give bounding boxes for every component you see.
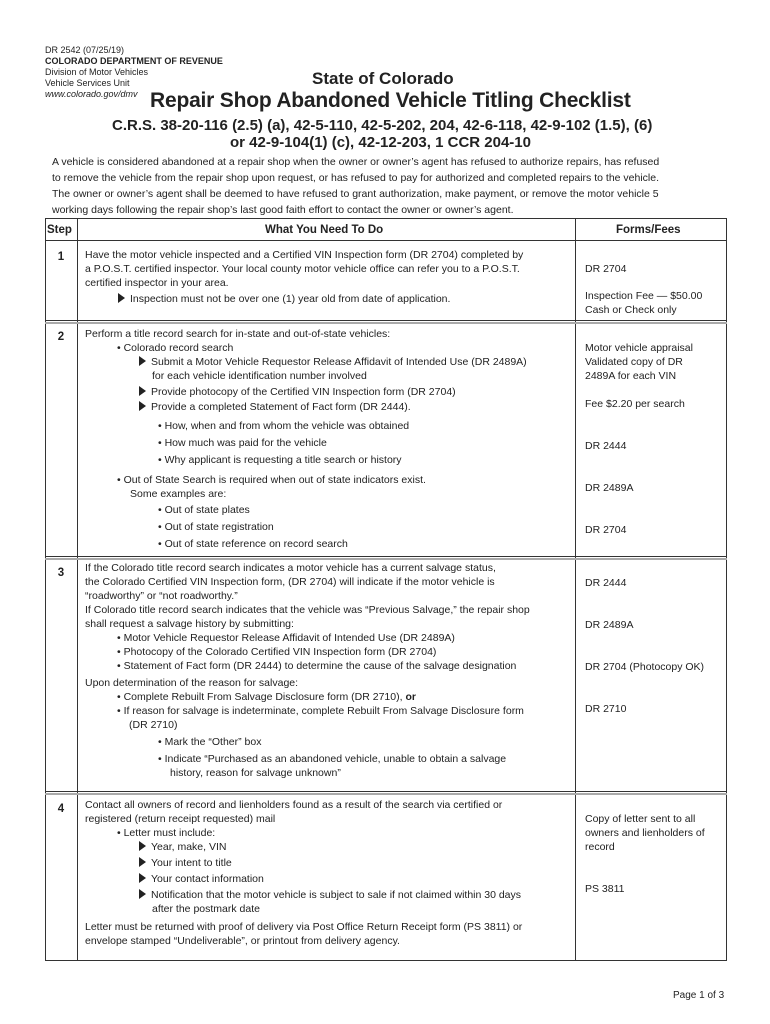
step2-text: • How much was paid for the vehicle (158, 437, 327, 449)
step3-text: If Colorado title record search indicates that the vehicle was “Previous Salvage,” the repair shop (85, 604, 530, 616)
step3-text: • Complete Rebuilt From Salvage Disclosure form (DR 2710), (117, 691, 406, 703)
step4-arrow-item (139, 856, 232, 871)
step2-form: Validated copy of DR (585, 356, 683, 368)
step3-text: • Mark the “Other” box (158, 736, 262, 748)
step3-option (117, 690, 416, 705)
state-heading: State of Colorado (312, 69, 454, 88)
step2-text: Perform a title record search for in-state and out-of-state vehicles: (85, 328, 391, 340)
row-divider (45, 793, 727, 795)
step2-form: DR 2704 (585, 524, 627, 536)
step2-form: Motor vehicle appraisal (585, 342, 693, 354)
step3-form: DR 2489A (585, 619, 634, 631)
step2-text: • How, when and from whom the vehicle was obtained (158, 420, 410, 432)
arrow-bullet-icon (139, 356, 146, 366)
step1-text: Inspection must not be over one (1) year old from date of application. (130, 293, 451, 305)
step-number-4: 4 (57, 803, 65, 815)
step4-form: record (585, 841, 615, 853)
step3-text: • Statement of Fact form (DR 2444) to determine the cause of the salvage designation (117, 660, 517, 672)
step1-text: certified inspector in your area. (85, 277, 229, 289)
row-divider (45, 556, 727, 557)
step3-text: (DR 2710) (129, 719, 178, 731)
unit-name: Vehicle Services Unit (45, 78, 130, 88)
website-link[interactable]: www.colorado.gov/dmv (45, 89, 138, 99)
step4-form: PS 3811 (585, 883, 625, 895)
step2-text: Some examples are: (130, 488, 227, 500)
step3-text: • Indicate “Purchased as an abandoned vehicle, unable to obtain a salvage (158, 753, 507, 765)
arrow-bullet-icon (139, 857, 146, 867)
division-name: Division of Motor Vehicles (45, 67, 149, 77)
step3-text: shall request a salvage history by submitting: (85, 618, 294, 630)
step3-text: history, reason for salvage unknown” (170, 767, 341, 779)
step4-arrow-item (139, 888, 521, 903)
column-divider (575, 218, 576, 961)
step2-text: • Out of state plates (158, 504, 250, 516)
step2-arrow-item (139, 385, 456, 400)
step4-text: Your contact information (151, 873, 264, 885)
step4-text: after the postmark date (152, 903, 260, 915)
step4-form: owners and lienholders of (585, 827, 705, 839)
intro-line: The owner or owner’s agent shall be deemed to have refused to grant authorization, make payment, or remove the motor vehicle 5 (52, 188, 659, 200)
step2-text: Provide a completed Statement of Fact form (DR 2444). (151, 401, 411, 413)
form-id: DR 2542 (07/25/19) (45, 45, 125, 55)
step2-text: • Out of State Search is required when out of state indicators exist. (117, 474, 426, 486)
step4-text: • Letter must include: (117, 827, 216, 839)
step4-text: Letter must be returned with proof of delivery via Post Office Return Receipt form (PS 3811) or (85, 921, 523, 933)
step2-text: • Out of state reference on record search (158, 538, 348, 550)
step4-text: Notification that the motor vehicle is subject to sale if not claimed within 30 days (151, 889, 522, 901)
step3-text: • Photocopy of the Colorado Certified VIN Inspection form (DR 2704) (117, 646, 437, 658)
intro-line: working days following the repair shop’s last good faith effort to contact the owner or owner’s agent. (52, 204, 514, 216)
step3-form: DR 2710 (585, 703, 627, 715)
step3-text: “roadworthy” or “not roadworthy.” (85, 590, 238, 602)
page-title: Repair Shop Abandoned Vehicle Titling Checklist (150, 89, 631, 112)
step2-text: • Why applicant is requesting a title search or history (158, 454, 402, 466)
arrow-bullet-icon (118, 293, 125, 303)
step3-text: • Motor Vehicle Requestor Release Affidavit of Intended Use (DR 2489A) (117, 632, 455, 644)
step4-text: registered (return receipt requested) mail (85, 813, 276, 825)
step4-text: Your intent to title (151, 857, 232, 869)
statute-line-2: or 42-9-104(1) (c), 42-12-203, 1 CCR 204-10 (230, 134, 531, 151)
step2-text: • Out of state registration (158, 521, 274, 533)
intro-line: A vehicle is considered abandoned at a repair shop when the owner or owner’s agent has refused to authorize repairs, has refused (52, 156, 660, 168)
step-number-1: 1 (57, 251, 65, 263)
arrow-bullet-icon (139, 841, 146, 851)
step2-fee: Fee $2.20 per search (585, 398, 685, 410)
step2-arrow-item (139, 400, 411, 415)
step-number-2: 2 (57, 331, 65, 343)
step4-text: Year, make, VIN (151, 841, 227, 853)
step2-form: DR 2489A (585, 482, 634, 494)
intro-line: to remove the vehicle from the repair shop upon request, or has refused to pay for authorized and completed repairs to the vehicle. (52, 172, 660, 184)
step1-fee-note: Cash or Check only (585, 304, 677, 316)
page-number: Page 1 of 3 (673, 990, 725, 1001)
row-divider (45, 320, 727, 321)
intro-paragraph (52, 154, 722, 218)
arrow-bullet-icon (139, 873, 146, 883)
column-divider (77, 218, 78, 961)
step-number-3: 3 (57, 567, 65, 579)
row-divider (45, 558, 727, 560)
row-divider (45, 322, 727, 324)
department-name: COLORADO DEPARTMENT OF REVENUE (45, 56, 223, 66)
arrow-bullet-icon (139, 386, 146, 396)
step4-arrow-item (139, 840, 226, 855)
step2-text: for each vehicle identification number involved (152, 370, 367, 382)
step3-form: DR 2444 (585, 577, 627, 589)
step2-form: DR 2444 (585, 440, 627, 452)
step3-form: DR 2704 (Photocopy OK) (585, 661, 705, 673)
row-divider (45, 791, 727, 792)
step1-fee: Inspection Fee — $50.00 (585, 290, 703, 302)
header-forms: Forms/Fees (616, 224, 681, 236)
step3-text: Upon determination of the reason for salvage: (85, 677, 299, 689)
step2-text: Provide photocopy of the Certified VIN Inspection form (DR 2704) (151, 386, 456, 398)
step1-text: Have the motor vehicle inspected and a Certified VIN Inspection form (DR 2704) completed by (85, 249, 524, 261)
header-step: Step (47, 224, 72, 236)
step4-form: Copy of letter sent to all (585, 813, 696, 825)
step4-text: envelope stamped “Undeliverable”, or printout from delivery agency. (85, 935, 400, 947)
row-divider (45, 240, 727, 241)
arrow-bullet-icon (139, 889, 146, 899)
step1-form: DR 2704 (585, 263, 627, 275)
step2-text: • Colorado record search (117, 342, 234, 354)
step3-text: • If reason for salvage is indeterminate, complete Rebuilt From Salvage Disclosure form (117, 705, 524, 717)
step2-form: 2489A for each VIN (585, 370, 677, 382)
step4-arrow-item (139, 872, 264, 887)
step3-text: the Colorado Certified VIN Inspection form, (DR 2704) will indicate if the motor vehicle is (85, 576, 495, 588)
step2-arrow-item (139, 355, 527, 370)
header-what: What You Need To Do (265, 224, 384, 236)
step1-arrow-item (118, 292, 450, 307)
arrow-bullet-icon (139, 401, 146, 411)
step2-text: Submit a Motor Vehicle Requestor Release Affidavit of Intended Use (DR 2489A) (151, 356, 527, 368)
or-emphasis: or (405, 691, 416, 703)
statute-line-1: C.R.S. 38-20-116 (2.5) (a), 42-5-110, 42-5-202, 204, 42-6-118, 42-9-102 (1.5), (6) (112, 117, 653, 134)
step4-text: Contact all owners of record and lienholders found as a result of the search via certified or (85, 799, 503, 811)
step1-text: a P.O.S.T. certified inspector. Your local county motor vehicle office can refer you to a P.O.S.T. (85, 263, 520, 275)
step3-text: If the Colorado title record search indicates a motor vehicle has a current salvage status, (85, 562, 496, 574)
